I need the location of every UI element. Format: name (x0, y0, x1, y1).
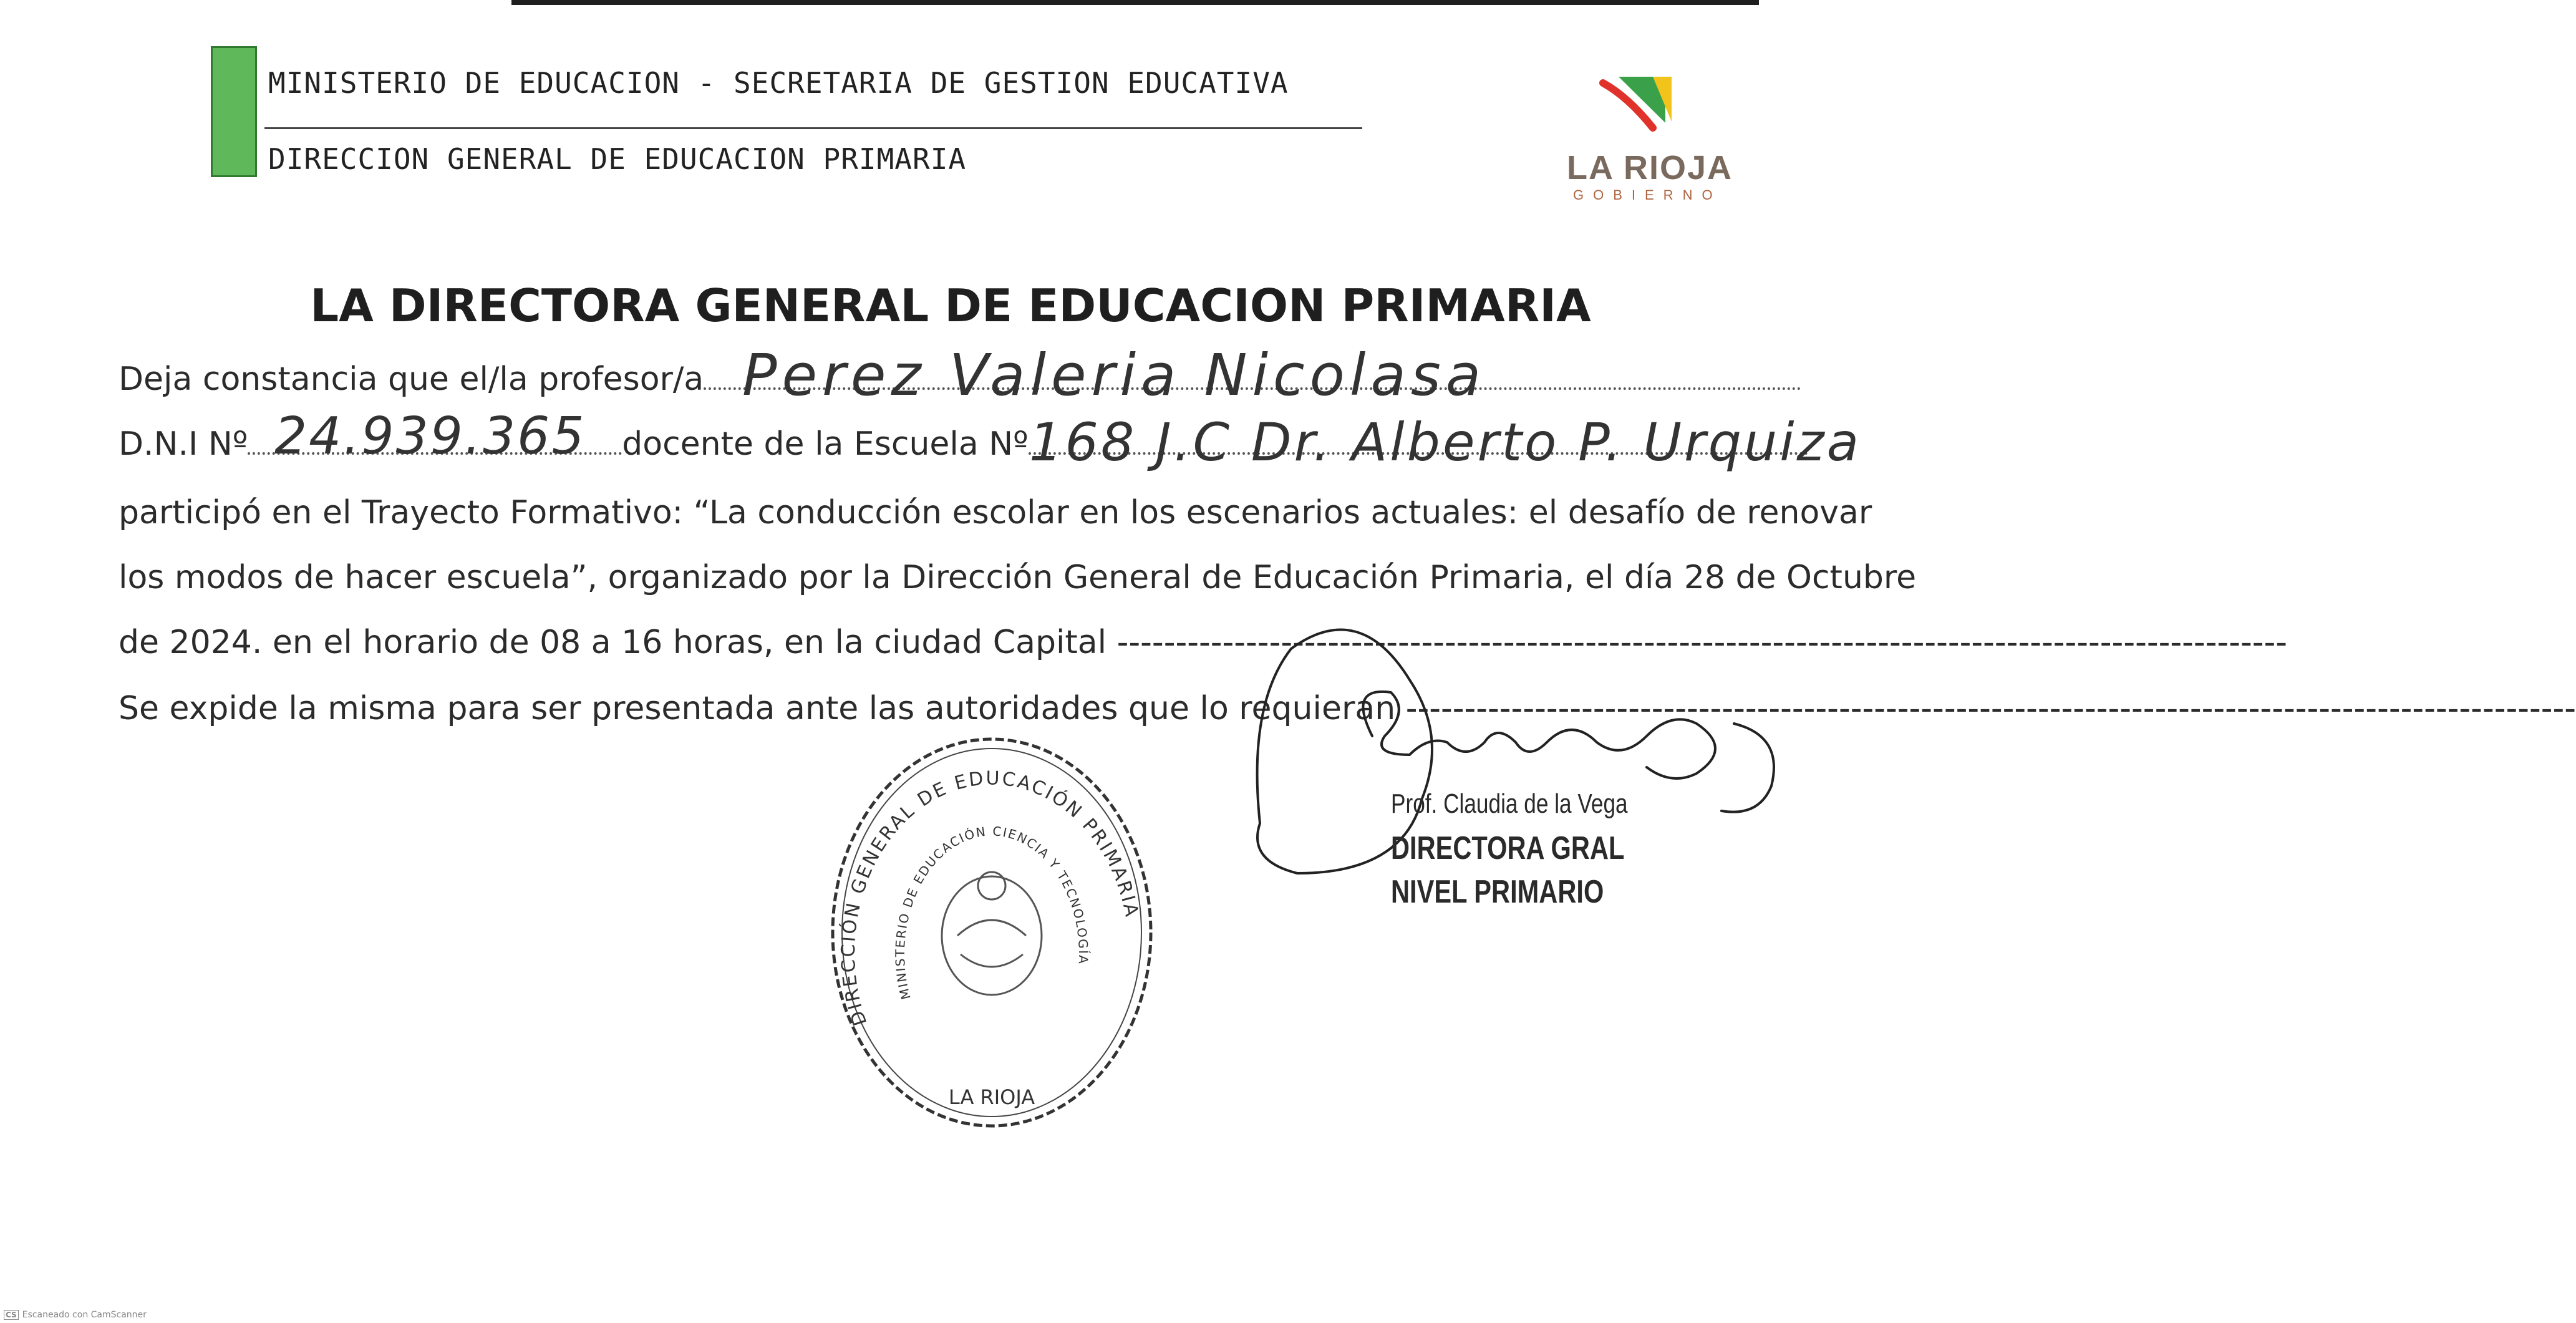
header-direction: DIRECCION GENERAL DE EDUCACION PRIMARIA (268, 142, 967, 176)
logo-subtitle: GOBIERNO (1573, 187, 1722, 203)
certificate-title: LA DIRECTORA GENERAL DE EDUCACION PRIMARIA (310, 279, 1591, 332)
header-divider (264, 127, 1362, 129)
date-place-text: de 2024. en el horario de 08 a 16 horas, en la ciudad Capital (119, 624, 1107, 661)
official-seal-icon (823, 730, 1160, 1135)
scanner-text: Escaneado con CamScanner (22, 1310, 147, 1320)
header-ministry: MINISTERIO DE EDUCACION - SECRETARIA DE GESTION EDUCATIVA (268, 66, 1289, 100)
scan-top-edge (511, 0, 1759, 5)
line-organizer: los modos de hacer escuela”, organizado por la Dirección General de Educación Primaria, el día 28 de Octubre (119, 559, 1917, 596)
teacher-name-handwritten: Perez Valeria Nicolasa (742, 342, 1486, 409)
school-handwritten: 168 J.C Dr. Alberto P. Urquiza (1029, 412, 1862, 473)
signer-level: NIVEL PRIMARIO (1391, 874, 1604, 910)
seal-inner-text: MINISTERIO DE EDUCACIÓN CIENCIA Y TECNOLOGÍA (892, 823, 1092, 1001)
logo-name: LA RIOJA (1567, 149, 1733, 187)
header-green-bar (211, 46, 257, 177)
dni-handwritten: 24.939.365 (274, 407, 586, 466)
scanner-watermark (4, 1310, 147, 1320)
issued-for-text: Se expide la misma para ser presentada ante las autoridades que lo requieran (119, 690, 1396, 727)
teacher-label: Deja constancia que el/la profesor/a (119, 361, 704, 398)
seal-outer-text: DIRECCIÓN GENERAL DE EDUCACIÓN PRIMARIA (837, 767, 1143, 1029)
dash-fill-2: ---------------------------------------------------------------------------------------------------- (1405, 690, 2576, 727)
dni-label: D.N.I Nº (119, 425, 248, 463)
signer-role: DIRECTORA GRAL (1391, 830, 1625, 866)
line-training: participó en el Trayecto Formativo: “La conducción escolar en los escenarios actuales: el desafío de renovar (119, 494, 1872, 531)
camscanner-badge-icon: CS (4, 1310, 19, 1320)
school-label: docente de la Escuela Nº (622, 425, 1029, 463)
seal-bottom-text: LA RIOJA (948, 1085, 1035, 1109)
signer-name: Prof. Claudia de la Vega (1391, 788, 1628, 819)
dash-fill: ---------------------------------------------------------------------------------------------------- (1116, 624, 2288, 661)
